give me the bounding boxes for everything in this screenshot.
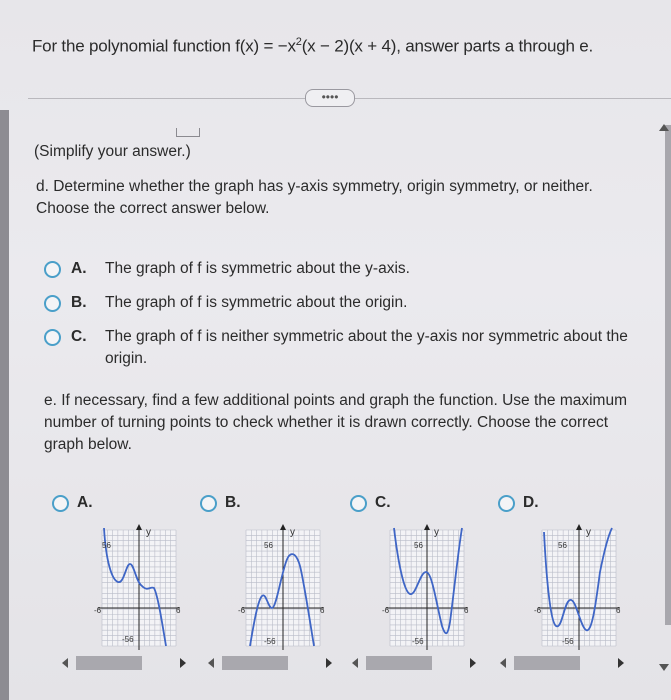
- option-letter: A.: [77, 494, 93, 511]
- radio-icon[interactable]: [200, 495, 217, 512]
- graph-d-svg: [536, 522, 622, 652]
- y-bottom-tick: -56: [562, 637, 574, 646]
- radio-icon[interactable]: [498, 495, 515, 512]
- scroll-right-icon[interactable]: [470, 658, 476, 668]
- y-axis-label: y: [434, 527, 439, 538]
- y-top-tick: 56: [414, 541, 423, 550]
- graph-c[interactable]: [384, 522, 470, 652]
- scroll-right-icon[interactable]: [326, 658, 332, 668]
- option-text: The graph of f is neither symmetric about the y-axis nor symmetric about the origin.: [105, 328, 628, 367]
- graph-option-b[interactable]: [200, 494, 241, 512]
- grid-lines: [538, 524, 620, 650]
- y-top-tick: 56: [264, 541, 273, 550]
- header-text-after: (x − 2)(x + 4), answer parts a through e.: [301, 36, 594, 56]
- radio-icon[interactable]: [350, 495, 367, 512]
- y-bottom-tick: -56: [412, 637, 424, 646]
- graph-a-svg: [96, 522, 182, 652]
- graph-b-scrollbar[interactable]: [208, 656, 332, 670]
- scroll-down-icon[interactable]: [659, 664, 669, 671]
- y-axis-arrow-icon: [136, 524, 142, 530]
- option-letter: D.: [523, 494, 539, 511]
- scroll-thumb[interactable]: [366, 656, 432, 670]
- graph-d-scrollbar[interactable]: [500, 656, 624, 670]
- radio-icon[interactable]: [44, 261, 61, 278]
- graph-c-scrollbar[interactable]: [352, 656, 476, 670]
- x-right-tick: 6: [464, 606, 469, 615]
- scroll-thumb[interactable]: [76, 656, 142, 670]
- y-axis-arrow-icon: [424, 524, 430, 530]
- x-right-tick: 6: [320, 606, 325, 615]
- graph-d[interactable]: [536, 522, 622, 652]
- part-d-prompt: d. Determine whether the graph has y-axis symmetry, origin symmetry, or neither. Choose the correct answer below.: [36, 178, 593, 217]
- option-text: The graph of f is symmetric about the y-axis.: [105, 260, 410, 277]
- x-right-tick: 6: [616, 606, 621, 615]
- y-axis-arrow-icon: [280, 524, 286, 530]
- y-bottom-tick: -56: [264, 637, 276, 646]
- scroll-up-icon[interactable]: [659, 124, 669, 131]
- page-scrollbar[interactable]: [665, 125, 671, 625]
- y-axis-label: y: [586, 527, 591, 538]
- scroll-left-icon[interactable]: [352, 658, 358, 668]
- scroll-thumb[interactable]: [514, 656, 580, 670]
- scroll-left-icon[interactable]: [500, 658, 506, 668]
- scroll-left-icon[interactable]: [208, 658, 214, 668]
- option-letter: A.: [71, 260, 87, 277]
- graph-b-svg: [240, 522, 326, 652]
- scroll-right-icon[interactable]: [180, 658, 186, 668]
- graph-b[interactable]: [240, 522, 326, 652]
- x-left-tick: -6: [534, 606, 542, 615]
- graph-a-scrollbar[interactable]: [62, 656, 186, 670]
- expand-divider-button[interactable]: ••••: [305, 89, 355, 107]
- radio-icon[interactable]: [52, 495, 69, 512]
- option-letter: C.: [375, 494, 391, 511]
- scroll-left-icon[interactable]: [62, 658, 68, 668]
- graph-option-d[interactable]: [498, 494, 539, 512]
- option-letter: B.: [225, 494, 241, 511]
- option-text: The graph of f is symmetric about the origin.: [105, 294, 408, 311]
- x-left-tick: -6: [382, 606, 390, 615]
- option-letter: B.: [71, 294, 87, 311]
- grid-lines: [386, 524, 468, 650]
- graph-c-svg: [384, 522, 470, 652]
- part-e-prompt: e. If necessary, find a few additional points and graph the function. Use the maximum number of turning points to check whether it is drawn correctly. Choose the correct graph below.: [44, 392, 628, 453]
- question-header: [32, 36, 662, 57]
- y-top-tick: 56: [102, 541, 111, 550]
- header-exponent: 2: [295, 36, 302, 48]
- graph-option-a[interactable]: [52, 494, 93, 512]
- y-axis-label: y: [290, 527, 295, 538]
- option-letter: C.: [71, 328, 87, 345]
- option-d-a[interactable]: [44, 258, 635, 280]
- y-top-tick: 56: [558, 541, 567, 550]
- y-axis-arrow-icon: [576, 524, 582, 530]
- graph-a[interactable]: [96, 522, 182, 652]
- x-right-tick: 6: [176, 606, 181, 615]
- x-left-tick: -6: [238, 606, 246, 615]
- option-d-c[interactable]: [44, 326, 635, 370]
- option-d-b[interactable]: [44, 292, 635, 314]
- simplify-note: (Simplify your answer.): [34, 143, 191, 160]
- y-bottom-tick: -56: [122, 635, 134, 644]
- scroll-right-icon[interactable]: [618, 658, 624, 668]
- header-text-before: For the polynomial function f(x) = −x: [32, 36, 296, 56]
- left-edge-bar: [0, 110, 9, 700]
- radio-icon[interactable]: [44, 295, 61, 312]
- graph-option-c[interactable]: [350, 494, 391, 512]
- scroll-thumb[interactable]: [222, 656, 288, 670]
- x-left-tick: -6: [94, 606, 102, 615]
- radio-icon[interactable]: [44, 329, 61, 346]
- y-axis-label: y: [146, 527, 151, 538]
- answer-input-box[interactable]: [176, 128, 200, 137]
